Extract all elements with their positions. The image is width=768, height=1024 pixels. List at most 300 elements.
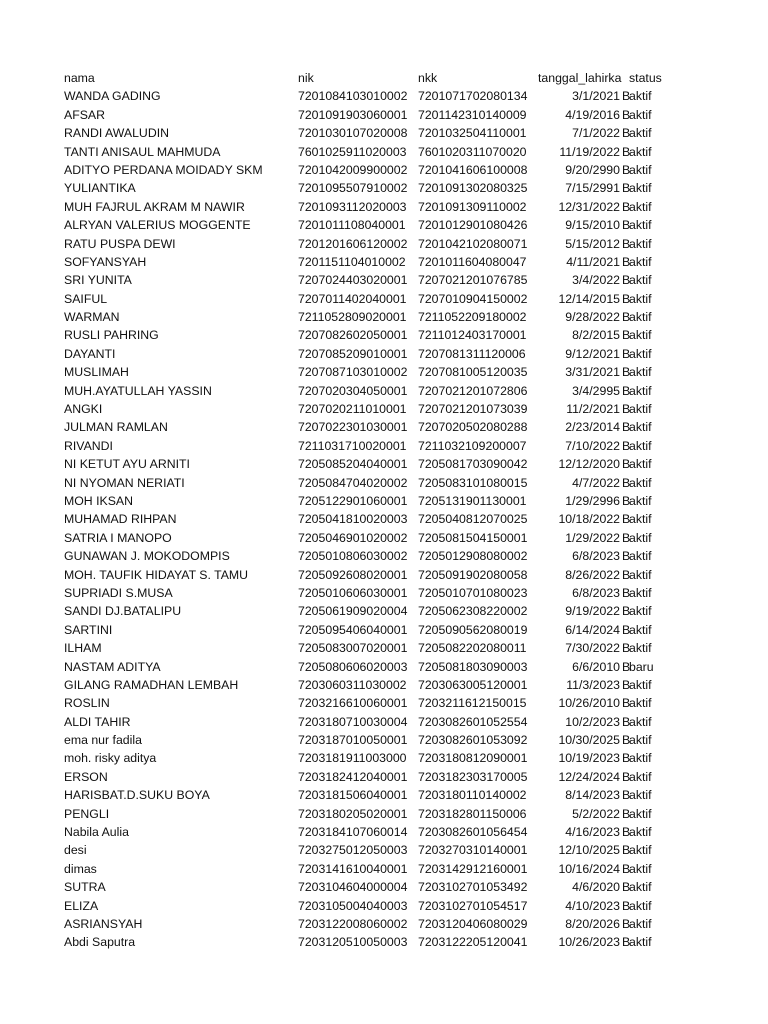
cell-tanggal-lahir[interactable]: 12/14/2015 [558,291,620,306]
cell-nik[interactable]: 7205085204040001 [298,457,408,472]
cell-tanggal-lahir[interactable]: 6/14/2024 [565,622,620,637]
cell-nama[interactable]: ERSON [64,769,108,784]
cell-tanggal-lahir[interactable]: 10/26/2010 [558,696,620,711]
cell-tanggal-lahir[interactable]: 3/1/2021 [572,89,620,104]
cell-ka[interactable]: B [622,365,630,380]
cell-status[interactable]: aktif [629,346,652,361]
cell-ka[interactable]: B [622,567,630,582]
cell-nama[interactable]: WANDA GADING [64,89,161,104]
cell-status[interactable]: aktif [629,89,652,104]
cell-ka[interactable]: B [622,935,630,950]
cell-tanggal-lahir[interactable]: 3/31/2021 [565,365,620,380]
cell-ka[interactable]: B [622,696,630,711]
cell-ka[interactable]: B [622,916,630,931]
cell-tanggal-lahir[interactable]: 10/16/2024 [558,861,620,876]
cell-nama[interactable]: MUH FAJRUL AKRAM M NAWIR [64,199,245,214]
cell-nik[interactable]: 7203060311030002 [298,677,407,692]
cell-nama[interactable]: SATRIA I MANOPO [64,530,172,545]
cell-nkk[interactable]: 7205081703090042 [418,457,528,472]
cell-ka[interactable]: B [622,236,630,251]
header-status[interactable]: status [629,71,662,85]
cell-nik[interactable]: 7207085209010001 [298,346,408,361]
cell-tanggal-lahir[interactable]: 4/16/2023 [565,825,620,840]
cell-nkk[interactable]: 7203082601052554 [418,714,528,729]
cell-nik[interactable]: 7201151104010002 [298,254,406,269]
cell-status[interactable]: aktif [629,365,652,380]
cell-status[interactable]: aktif [629,512,652,527]
cell-nik[interactable]: 7211031710020001 [298,438,407,453]
cell-ka[interactable]: B [622,420,630,435]
cell-nik[interactable]: 7201042009900002 [298,162,408,177]
cell-status[interactable]: aktif [629,254,652,269]
cell-tanggal-lahir[interactable]: 1/29/2996 [565,493,620,508]
cell-nik[interactable]: 7205092608020001 [298,567,408,582]
cell-nik[interactable]: 7207024403020001 [298,273,408,288]
cell-nkk[interactable]: 7205083101080015 [418,475,528,490]
cell-tanggal-lahir[interactable]: 4/19/2016 [565,107,620,122]
cell-tanggal-lahir[interactable]: 12/12/2020 [558,457,620,472]
cell-nama[interactable]: AFSAR [64,107,105,122]
cell-status[interactable]: aktif [629,236,652,251]
cell-tanggal-lahir[interactable]: 8/2/2015 [572,328,620,343]
cell-status[interactable]: aktif [629,162,652,177]
spreadsheet-table [64,69,664,952]
cell-nkk[interactable]: 7203180812090001 [418,751,528,766]
cell-tanggal-lahir[interactable]: 5/2/2022 [572,806,620,821]
cell-nik[interactable]: 7205122901060001 [298,493,408,508]
cell-nik[interactable]: 7203275012050003 [298,843,408,858]
table-row [64,198,664,216]
cell-status[interactable]: aktif [629,493,652,508]
cell-ka[interactable]: B [622,843,630,858]
cell-ka[interactable]: B [622,733,630,748]
cell-nama[interactable]: NI NYOMAN NERIATI [64,475,185,490]
table-row [64,639,664,657]
cell-tanggal-lahir[interactable]: 5/15/2012 [565,236,620,251]
cell-nkk[interactable]: 7203120406080029 [418,916,528,931]
cell-tanggal-lahir[interactable]: 6/8/2023 [572,549,620,564]
cell-nama[interactable]: SOFYANSYAH [64,254,147,269]
cell-nkk[interactable]: 7201012901080426 [418,218,528,233]
cell-tanggal-lahir[interactable]: 4/10/2023 [565,898,620,913]
cell-nama[interactable]: YULIANTIKA [64,181,136,196]
cell-status[interactable]: aktif [629,935,652,950]
cell-ka[interactable]: B [622,677,630,692]
cell-nik[interactable]: 7203184107060014 [298,825,408,840]
cell-ka[interactable]: B [622,346,630,361]
cell-nik[interactable]: 7205041810020003 [298,512,408,527]
cell-status[interactable]: aktif [629,218,652,233]
cell-nkk[interactable]: 7203102701053492 [418,880,528,895]
cell-nkk[interactable]: 7207010904150002 [418,291,528,306]
cell-ka[interactable]: B [622,402,630,417]
cell-status[interactable]: aktif [629,916,652,931]
cell-nkk[interactable]: 7207021201072806 [418,383,528,398]
cell-tanggal-lahir[interactable]: 1/29/2022 [565,530,620,545]
cell-status[interactable]: aktif [629,438,652,453]
cell-nik[interactable]: 7203187010050001 [298,733,408,748]
cell-nik[interactable]: 7205080606020003 [298,659,408,674]
cell-nama[interactable]: MUH.AYATULLAH YASSIN [64,383,212,398]
cell-status[interactable]: aktif [629,181,652,196]
cell-nik[interactable]: 7203120510050003 [298,935,408,950]
cell-ka[interactable]: B [622,475,630,490]
cell-ka[interactable]: B [622,144,630,159]
cell-nik[interactable]: 7207022301030001 [298,420,408,435]
cell-nama[interactable]: ROSLIN [64,696,110,711]
header-nkk[interactable]: nkk [418,71,438,85]
cell-nik[interactable]: 7201030107020008 [298,126,408,141]
cell-nik[interactable]: 7203181911003000 [298,751,407,766]
cell-status[interactable]: aktif [629,273,652,288]
table-row [64,768,664,786]
header-tanggal-lahir[interactable] [538,69,630,87]
cell-nkk[interactable]: 7601020311070020 [418,144,527,159]
cell-nik[interactable]: 7203122008060002 [298,916,408,931]
cell-status[interactable]: aktif [629,898,652,913]
cell-nama[interactable]: ANGKI [64,402,103,417]
cell-tanggal-lahir[interactable]: 10/2/2023 [565,714,620,729]
cell-tanggal-lahir[interactable]: 6/8/2023 [572,585,620,600]
cell-nkk[interactable]: 7203063005120001 [418,677,528,692]
cell-status[interactable]: aktif [629,310,652,325]
cell-nama[interactable]: ALRYAN VALERIUS MOGGENTE [64,218,251,233]
cell-nkk[interactable]: 7203182303170005 [418,769,528,784]
cell-tanggal-lahir[interactable]: 9/19/2022 [565,604,620,619]
cell-nama[interactable]: NASTAM ADITYA [64,659,161,674]
cell-ka[interactable]: B [622,622,630,637]
cell-tanggal-lahir[interactable]: 12/24/2024 [558,769,620,784]
cell-nkk[interactable]: 7205090562080019 [418,622,528,637]
cell-tanggal-lahir[interactable]: 4/7/2022 [572,475,620,490]
cell-nama[interactable]: MUHAMAD RIHPAN [64,512,177,527]
cell-tanggal-lahir[interactable]: 9/12/2021 [565,346,620,361]
cell-nik[interactable]: 7205010606030001 [298,585,408,600]
cell-status[interactable]: aktif [629,107,652,122]
cell-status[interactable]: aktif [629,530,652,545]
table-row [64,529,664,547]
cell-status[interactable]: aktif [629,696,652,711]
cell-nik[interactable]: 7207011402040001 [298,291,407,306]
cell-status[interactable]: aktif [629,825,652,840]
cell-nkk[interactable]: 7201032504110001 [418,126,527,141]
cell-nkk[interactable]: 7201091302080325 [418,181,528,196]
cell-ka[interactable]: B [622,769,630,784]
cell-ka[interactable]: B [622,861,630,876]
cell-nama[interactable]: SUPRIADI S.MUSA [64,585,173,600]
cell-tanggal-lahir[interactable]: 3/4/2022 [572,273,620,288]
cell-nik[interactable]: 7203180710030004 [298,714,408,729]
cell-status[interactable]: aktif [629,328,652,343]
cell-nik[interactable]: 7205084704020002 [298,475,408,490]
cell-nkk[interactable]: 7203082601053092 [418,733,528,748]
cell-tanggal-lahir[interactable]: 3/4/2995 [572,383,620,398]
cell-tanggal-lahir[interactable]: 11/2/2021 [566,402,620,417]
cell-status[interactable]: aktif [629,567,652,582]
cell-tanggal-lahir[interactable]: 7/15/2991 [565,181,620,196]
cell-nkk[interactable]: 7205091902080058 [418,567,528,582]
cell-nkk[interactable]: 7205082202080011 [418,641,527,656]
cell-tanggal-lahir[interactable]: 2/23/2014 [565,420,620,435]
cell-nkk[interactable]: 7203102701054517 [418,898,528,913]
cell-status[interactable]: aktif [629,291,652,306]
cell-nama[interactable]: ADITYO PERDANA MOIDADY SKM [64,162,263,177]
cell-status[interactable]: aktif [629,788,652,803]
cell-tanggal-lahir[interactable]: 9/28/2022 [565,310,620,325]
cell-nik[interactable]: 7211052809020001 [298,310,407,325]
cell-status[interactable]: aktif [629,641,652,656]
cell-ka[interactable]: B [622,126,630,141]
cell-tanggal-lahir[interactable]: 7/1/2022 [572,126,620,141]
cell-status[interactable]: aktif [629,604,652,619]
cell-ka[interactable]: B [622,457,630,472]
cell-tanggal-lahir[interactable]: 8/20/2026 [565,916,620,931]
cell-nama[interactable]: RUSLI PAHRING [64,328,159,343]
cell-nama[interactable]: SAIFUL [64,291,108,306]
cell-nkk[interactable]: 7201091309110002 [418,199,527,214]
cell-status[interactable]: aktif [629,144,652,159]
cell-nkk[interactable]: 7203122205120041 [418,935,528,950]
table-row [64,823,664,841]
cell-status[interactable]: aktif [629,880,652,895]
cell-ka[interactable]: B [622,273,630,288]
cell-ka[interactable]: B [622,218,630,233]
cell-nama[interactable]: SRI YUNITA [64,273,132,288]
table-row [64,271,664,289]
cell-tanggal-lahir[interactable]: 11/19/2022 [559,144,620,159]
cell-nkk[interactable]: 7205081803090003 [418,659,528,674]
cell-status[interactable]: aktif [629,199,652,214]
cell-nama[interactable]: desi [64,843,87,858]
cell-nkk[interactable]: 7203270310140001 [418,843,528,858]
cell-tanggal-lahir[interactable]: 10/18/2022 [558,512,620,527]
cell-nama[interactable]: JULMAN RAMLAN [64,420,168,435]
cell-nkk[interactable]: 7205081504150001 [418,530,528,545]
cell-nkk[interactable]: 7205010701080023 [418,585,528,600]
header-nik[interactable]: nik [298,71,314,85]
cell-tanggal-lahir[interactable]: 8/26/2022 [565,567,620,582]
cell-nama[interactable]: DAYANTI [64,346,116,361]
cell-status[interactable]: aktif [629,769,652,784]
cell-nkk[interactable]: 7205062308220002 [418,604,528,619]
table-row [64,418,664,436]
cell-status[interactable]: aktif [629,457,652,472]
table-row [64,363,664,381]
cell-nama[interactable]: ILHAM [64,641,102,656]
cell-ka[interactable]: B [622,880,630,895]
cell-ka[interactable]: B [622,549,630,564]
cell-ka[interactable]: B [622,806,630,821]
cell-status[interactable]: baru [629,659,654,674]
cell-nama[interactable]: Nabila Aulia [64,825,129,840]
cell-ka[interactable]: B [622,254,630,269]
cell-nik[interactable]: 7205083007020001 [298,641,408,656]
cell-nama[interactable]: PENGLI [64,806,110,821]
cell-nkk[interactable]: 7201142310140009 [418,107,527,122]
cell-nkk[interactable]: 7203142912160001 [418,861,528,876]
cell-status[interactable]: aktif [629,126,652,141]
cell-nama[interactable]: HARISBAT.D.SUKU BOYA [64,788,210,803]
cell-nama[interactable]: ASRIANSYAH [64,916,143,931]
cell-nama[interactable]: TANTI ANISAUL MAHMUDA [64,144,221,159]
cell-nik[interactable]: 7207020211010001 [298,402,407,417]
cell-status[interactable]: aktif [629,383,652,398]
cell-nik[interactable]: 7201091903060001 [298,107,408,122]
cell-nama[interactable]: MOH IKSAN [64,493,134,508]
cell-nik[interactable]: 7201201606120002 [298,236,408,251]
cell-status[interactable]: aktif [629,751,652,766]
cell-status[interactable]: aktif [629,420,652,435]
cell-ka[interactable]: B [622,291,630,306]
cell-nkk[interactable]: 7201071702080134 [418,89,528,104]
cell-nkk[interactable]: 7207081311120006 [418,346,526,361]
cell-status[interactable]: aktif [629,843,652,858]
cell-nkk[interactable]: 7201041606100008 [418,162,528,177]
cell-ka[interactable]: B [622,107,630,122]
cell-nkk[interactable]: 7201042102080071 [418,236,528,251]
cell-status[interactable]: aktif [629,549,652,564]
cell-ka[interactable]: B [622,751,630,766]
cell-nkk[interactable]: 7211012403170001 [418,328,527,343]
cell-ka[interactable]: B [622,512,630,527]
cell-ka[interactable]: B [622,383,630,398]
cell-nkk[interactable]: 7207021201076785 [418,273,528,288]
cell-ka[interactable]: B [622,714,630,729]
cell-nkk[interactable]: 7211032109200007 [418,438,527,453]
cell-nik[interactable]: 7201095507910002 [298,181,408,196]
cell-ka[interactable]: B [622,310,630,325]
cell-tanggal-lahir[interactable]: 6/6/2010 [572,659,620,674]
cell-nama[interactable]: ALDI TAHIR [64,714,131,729]
table-row [64,124,664,142]
cell-nama[interactable]: MOH. TAUFIK HIDAYAT S. TAMU [64,567,249,582]
cell-tanggal-lahir[interactable]: 10/26/2023 [558,935,620,950]
cell-tanggal-lahir[interactable]: 4/11/2021 [566,254,620,269]
cell-nama[interactable]: SUTRA [64,880,106,895]
cell-ka[interactable]: B [622,585,630,600]
cell-nama[interactable]: moh. risky aditya [64,751,157,766]
cell-tanggal-lahir[interactable]: 9/15/2010 [565,218,620,233]
cell-nama[interactable]: ELIZA [64,898,99,913]
cell-nkk[interactable]: 7207020502080288 [418,420,528,435]
cell-nkk[interactable]: 7203211612150015 [418,696,527,711]
cell-tanggal-lahir[interactable]: 10/19/2023 [558,751,620,766]
cell-nik[interactable]: 7203216610060001 [298,696,408,711]
cell-nama[interactable]: RANDI AWALUDIN [64,126,169,141]
cell-nik[interactable]: 7203105004040003 [298,898,408,913]
cell-tanggal-lahir[interactable]: 7/10/2022 [565,438,620,453]
cell-nama[interactable]: GILANG RAMADHAN LEMBAH [64,677,239,692]
cell-nik[interactable]: 7207082602050001 [298,328,408,343]
cell-nik[interactable]: 7205095406040001 [298,622,408,637]
cell-nama[interactable]: dimas [64,861,97,876]
cell-nama[interactable]: GUNAWAN J. MOKODOMPIS [64,549,230,564]
table-row [64,547,664,565]
cell-ka[interactable]: B [622,641,630,656]
cell-status[interactable]: aktif [629,475,652,490]
cell-nama[interactable]: NI KETUT AYU ARNITI [64,457,190,472]
cell-status[interactable]: aktif [629,622,652,637]
cell-nama[interactable]: RATU PUSPA DEWI [64,236,176,251]
cell-nama[interactable]: Abdi Saputra [64,935,136,950]
cell-nik[interactable]: 7203182412040001 [298,769,408,784]
cell-nik[interactable]: 7207020304050001 [298,383,408,398]
cell-nkk[interactable]: 7211052209180002 [418,310,527,325]
cell-nik[interactable]: 7207087103010002 [298,365,408,380]
cell-nik[interactable]: 7203141610040001 [298,861,408,876]
cell-nkk[interactable]: 7205012908080002 [418,549,528,564]
cell-nama[interactable]: ema nur fadila [64,733,142,748]
cell-status[interactable]: aktif [629,861,652,876]
cell-nik[interactable]: 7201011108040001 [298,218,406,233]
cell-nama[interactable]: SARTINI [64,622,113,637]
cell-ka[interactable]: B [622,181,630,196]
cell-status[interactable]: aktif [629,806,652,821]
cell-tanggal-lahir[interactable]: 4/6/2020 [572,880,620,895]
cell-status[interactable]: aktif [629,733,652,748]
cell-tanggal-lahir[interactable]: 11/3/2023 [566,677,620,692]
cell-nik[interactable]: 7601025911020003 [298,144,407,159]
cell-ka[interactable]: B [622,788,630,803]
cell-tanggal-lahir[interactable]: 12/10/2025 [558,843,620,858]
cell-tanggal-lahir[interactable]: 8/14/2023 [565,788,620,803]
cell-ka[interactable]: B [622,825,630,840]
cell-ka[interactable]: B [622,604,630,619]
cell-ka[interactable]: B [622,659,630,674]
cell-ka[interactable]: B [622,328,630,343]
cell-nama[interactable]: WARMAN [64,310,120,325]
cell-tanggal-lahir[interactable]: 12/31/2022 [558,199,620,214]
cell-nik[interactable]: 7203104604000004 [298,880,408,895]
cell-nik[interactable]: 7205046901020002 [298,530,408,545]
cell-nik[interactable]: 7201084103010002 [298,89,408,104]
cell-nik[interactable]: 7203180205020001 [298,806,408,821]
cell-ka[interactable]: B [622,493,630,508]
cell-nama[interactable]: SANDI DJ.BATALIPU [64,604,182,619]
cell-nik[interactable]: 7205010806030002 [298,549,408,564]
table-row [64,841,664,859]
cell-nama[interactable]: MUSLIMAH [64,365,129,380]
cell-status[interactable]: aktif [629,585,652,600]
cell-nkk[interactable]: 7207081005120035 [418,365,528,380]
header-nama[interactable]: nama [64,71,95,85]
cell-nik[interactable]: 7205061909020004 [298,604,408,619]
table-row [64,676,664,694]
cell-tanggal-lahir[interactable]: 10/30/2025 [558,733,620,748]
cell-nik[interactable]: 7201093112020003 [298,199,407,214]
cell-status[interactable]: aktif [629,402,652,417]
cell-nkk[interactable]: 7201011604080047 [418,254,527,269]
cell-tanggal-lahir[interactable]: 7/30/2022 [565,641,620,656]
cell-tanggal-lahir[interactable]: 9/20/2990 [565,162,620,177]
cell-nkk[interactable]: 7205040812070025 [418,512,528,527]
cell-status[interactable]: aktif [629,677,652,692]
cell-nkk[interactable]: 7207021201073039 [418,402,528,417]
cell-nik[interactable]: 7203181506040001 [298,788,408,803]
cell-ka[interactable]: B [622,438,630,453]
cell-status[interactable]: aktif [629,714,652,729]
cell-nkk[interactable]: 7203182801150006 [418,806,527,821]
cell-ka[interactable]: B [622,898,630,913]
cell-ka[interactable]: B [622,530,630,545]
cell-nkk[interactable]: 7203180110140002 [418,788,527,803]
cell-nkk[interactable]: 7205131901130001 [418,493,527,508]
cell-nkk[interactable]: 7203082601056454 [418,825,528,840]
cell-ka[interactable]: B [622,162,630,177]
cell-nama[interactable]: RIVANDI [64,438,113,453]
cell-ka[interactable]: B [622,199,630,214]
cell-ka[interactable]: B [622,89,630,104]
